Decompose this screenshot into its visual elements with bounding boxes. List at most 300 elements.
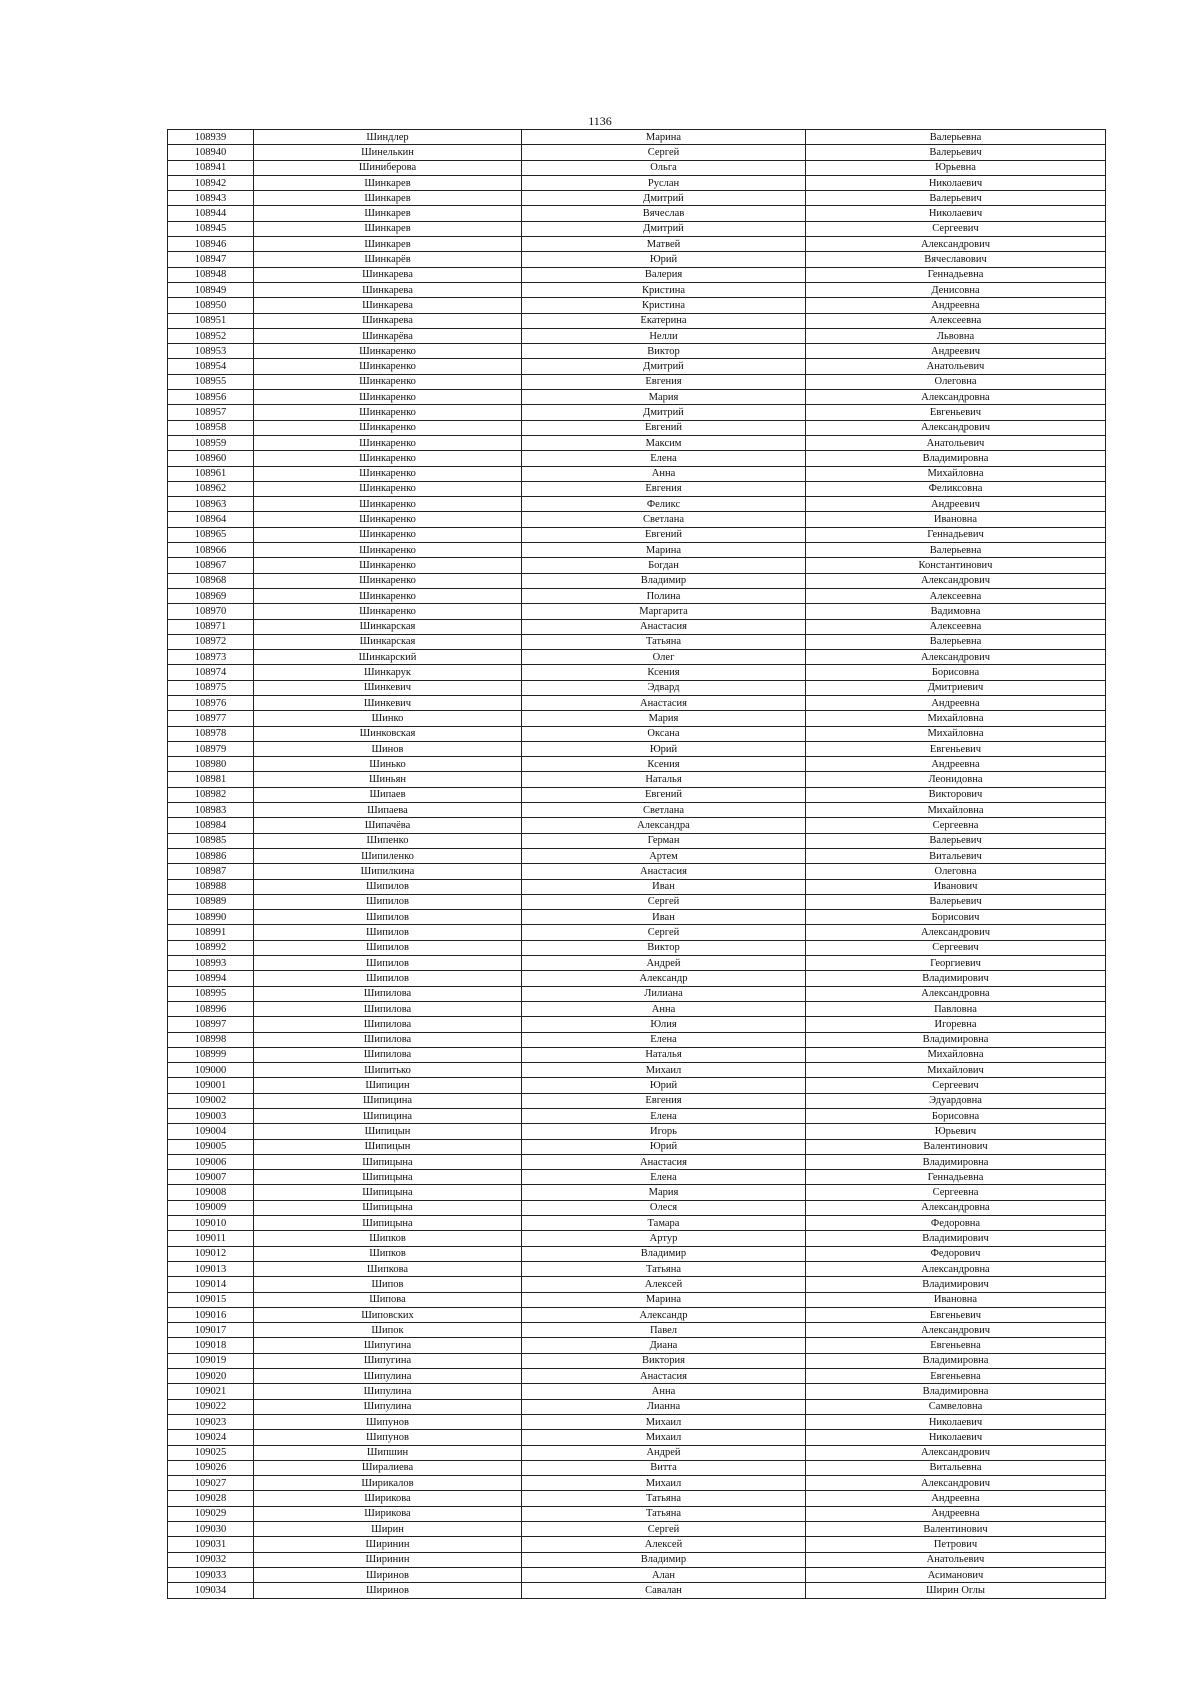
table-row — [168, 665, 1106, 680]
table-row — [168, 420, 1106, 435]
first-name-cell: Игорь — [522, 1124, 806, 1139]
table-row — [168, 374, 1106, 389]
record-number-cell: 108997 — [168, 1017, 254, 1032]
patronymic-cell: Иванович — [806, 879, 1106, 894]
surname-cell: Шинов — [254, 741, 522, 756]
record-number-cell: 109020 — [168, 1369, 254, 1384]
first-name-cell: Тамара — [522, 1216, 806, 1231]
patronymic-cell: Асиманович — [806, 1567, 1106, 1582]
table-row — [168, 1353, 1106, 1368]
surname-cell: Шипова — [254, 1292, 522, 1307]
first-name-cell: Эдвард — [522, 680, 806, 695]
patronymic-cell: Ивановна — [806, 1292, 1106, 1307]
first-name-cell: Алан — [522, 1567, 806, 1582]
patronymic-cell: Сергеевич — [806, 221, 1106, 236]
patronymic-cell: Сергеевич — [806, 1078, 1106, 1093]
patronymic-cell: Владимировна — [806, 451, 1106, 466]
surname-cell: Ширинин — [254, 1537, 522, 1552]
table-row — [168, 1583, 1106, 1598]
patronymic-cell: Николаевич — [806, 175, 1106, 190]
record-number-cell: 109012 — [168, 1246, 254, 1261]
patronymic-cell: Борисович — [806, 910, 1106, 925]
first-name-cell: Ольга — [522, 160, 806, 175]
patronymic-cell: Федорович — [806, 1246, 1106, 1261]
first-name-cell: Мария — [522, 711, 806, 726]
table-row — [168, 1124, 1106, 1139]
surname-cell: Ширин — [254, 1522, 522, 1537]
surname-cell: Шиньян — [254, 772, 522, 787]
record-number-cell: 109018 — [168, 1338, 254, 1353]
record-number-cell: 109008 — [168, 1185, 254, 1200]
surname-cell: Шипицин — [254, 1078, 522, 1093]
record-number-cell: 108950 — [168, 298, 254, 313]
record-number-cell: 109005 — [168, 1139, 254, 1154]
table-row — [168, 206, 1106, 221]
table-row — [168, 818, 1106, 833]
patronymic-cell: Андреевна — [806, 1491, 1106, 1506]
table-row — [168, 695, 1106, 710]
patronymic-cell: Валерьевич — [806, 145, 1106, 160]
table-row — [168, 971, 1106, 986]
patronymic-cell: Михайловна — [806, 803, 1106, 818]
record-number-cell: 109021 — [168, 1384, 254, 1399]
record-number-cell: 108962 — [168, 481, 254, 496]
record-number-cell: 108993 — [168, 956, 254, 971]
record-number-cell: 109007 — [168, 1170, 254, 1185]
first-name-cell: Виктор — [522, 344, 806, 359]
record-number-cell: 109004 — [168, 1124, 254, 1139]
first-name-cell: Виктория — [522, 1353, 806, 1368]
first-name-cell: Олег — [522, 650, 806, 665]
patronymic-cell: Александрович — [806, 420, 1106, 435]
surname-cell: Шипачёва — [254, 818, 522, 833]
surname-cell: Шипулина — [254, 1384, 522, 1399]
first-name-cell: Александра — [522, 818, 806, 833]
first-name-cell: Михаил — [522, 1063, 806, 1078]
first-name-cell: Елена — [522, 451, 806, 466]
table-row — [168, 1185, 1106, 1200]
first-name-cell: Лилиана — [522, 986, 806, 1001]
surname-cell: Шинелькин — [254, 145, 522, 160]
first-name-cell: Диана — [522, 1338, 806, 1353]
record-number-cell: 108999 — [168, 1047, 254, 1062]
table-row — [168, 848, 1106, 863]
table-row — [168, 1139, 1106, 1154]
table-row — [168, 298, 1106, 313]
record-number-cell: 109017 — [168, 1323, 254, 1338]
first-name-cell: Анна — [522, 466, 806, 481]
table-row — [168, 833, 1106, 848]
record-number-cell: 108982 — [168, 787, 254, 802]
record-number-cell: 109003 — [168, 1109, 254, 1124]
patronymic-cell: Владимирович — [806, 1231, 1106, 1246]
surname-cell: Шипилов — [254, 956, 522, 971]
record-number-cell: 108965 — [168, 527, 254, 542]
first-name-cell: Анастасия — [522, 1369, 806, 1384]
patronymic-cell: Михайловна — [806, 726, 1106, 741]
first-name-cell: Евгения — [522, 481, 806, 496]
table-row — [168, 1399, 1106, 1414]
patronymic-cell: Николаевич — [806, 206, 1106, 221]
patronymic-cell: Геннадьевич — [806, 527, 1106, 542]
record-number-cell: 108986 — [168, 848, 254, 863]
table-row — [168, 1047, 1106, 1062]
record-number-cell: 108947 — [168, 252, 254, 267]
patronymic-cell: Сергеевич — [806, 940, 1106, 955]
table-row — [168, 1216, 1106, 1231]
first-name-cell: Наталья — [522, 1047, 806, 1062]
table-row — [168, 497, 1106, 512]
table-row — [168, 634, 1106, 649]
patronymic-cell: Михайловна — [806, 711, 1106, 726]
surname-cell: Шиниберова — [254, 160, 522, 175]
table-row — [168, 1506, 1106, 1521]
surname-cell: Шипицына — [254, 1185, 522, 1200]
first-name-cell: Феликс — [522, 497, 806, 512]
surname-cell: Шипугина — [254, 1338, 522, 1353]
record-number-cell: 108998 — [168, 1032, 254, 1047]
surname-cell: Шинкаренко — [254, 588, 522, 603]
first-name-cell: Полина — [522, 588, 806, 603]
record-number-cell: 108948 — [168, 267, 254, 282]
table-row — [168, 1323, 1106, 1338]
record-number-cell: 108968 — [168, 573, 254, 588]
first-name-cell: Михаил — [522, 1476, 806, 1491]
patronymic-cell: Борисовна — [806, 1109, 1106, 1124]
record-number-cell: 108949 — [168, 282, 254, 297]
surname-cell: Шинкарев — [254, 191, 522, 206]
first-name-cell: Сергей — [522, 145, 806, 160]
record-number-cell: 109000 — [168, 1063, 254, 1078]
patronymic-cell: Александрович — [806, 1445, 1106, 1460]
record-number-cell: 108939 — [168, 130, 254, 145]
first-name-cell: Евгения — [522, 374, 806, 389]
surname-cell: Шипицына — [254, 1200, 522, 1215]
patronymic-cell: Владимирович — [806, 1277, 1106, 1292]
patronymic-cell: Андреевич — [806, 497, 1106, 512]
table-row — [168, 466, 1106, 481]
record-number-cell: 108954 — [168, 359, 254, 374]
patronymic-cell: Евгеньевич — [806, 405, 1106, 420]
patronymic-cell: Викторович — [806, 787, 1106, 802]
patronymic-cell: Борисовна — [806, 665, 1106, 680]
first-name-cell: Анастасия — [522, 695, 806, 710]
surname-cell: Шипаева — [254, 803, 522, 818]
patronymic-cell: Андреевич — [806, 344, 1106, 359]
table-row — [168, 543, 1106, 558]
table-row — [168, 1093, 1106, 1108]
table-row — [168, 986, 1106, 1001]
table-row — [168, 757, 1106, 772]
table-row — [168, 1063, 1106, 1078]
table-row — [168, 1537, 1106, 1552]
record-number-cell: 109011 — [168, 1231, 254, 1246]
record-number-cell: 108994 — [168, 971, 254, 986]
patronymic-cell: Витальевна — [806, 1460, 1106, 1475]
table-row — [168, 130, 1106, 145]
record-number-cell: 108985 — [168, 833, 254, 848]
patronymic-cell: Вячеславович — [806, 252, 1106, 267]
first-name-cell: Иван — [522, 879, 806, 894]
patronymic-cell: Дмитриевич — [806, 680, 1106, 695]
table-row — [168, 1261, 1106, 1276]
patronymic-cell: Александрович — [806, 237, 1106, 252]
patronymic-cell: Александрович — [806, 573, 1106, 588]
first-name-cell: Юрий — [522, 1139, 806, 1154]
record-number-cell: 108988 — [168, 879, 254, 894]
record-number-cell: 108960 — [168, 451, 254, 466]
surname-cell: Шипилов — [254, 940, 522, 955]
patronymic-cell: Анатольевич — [806, 435, 1106, 450]
surname-cell: Шинкаренко — [254, 543, 522, 558]
surname-cell: Шинкаренко — [254, 359, 522, 374]
first-name-cell: Оксана — [522, 726, 806, 741]
patronymic-cell: Евгеньевна — [806, 1338, 1106, 1353]
surname-cell: Шинкарская — [254, 619, 522, 634]
surname-cell: Ширикова — [254, 1491, 522, 1506]
table-row — [168, 175, 1106, 190]
patronymic-cell: Игоревна — [806, 1017, 1106, 1032]
surname-cell: Шипулина — [254, 1369, 522, 1384]
table-row — [168, 1414, 1106, 1429]
patronymic-cell: Львовна — [806, 328, 1106, 343]
first-name-cell: Евгений — [522, 787, 806, 802]
patronymic-cell: Эдуардовна — [806, 1093, 1106, 1108]
record-number-cell: 109019 — [168, 1353, 254, 1368]
patronymic-cell: Евгеньевич — [806, 741, 1106, 756]
surname-cell: Шинкаренко — [254, 527, 522, 542]
patronymic-cell: Алексеевна — [806, 313, 1106, 328]
first-name-cell: Анастасия — [522, 619, 806, 634]
first-name-cell: Юрий — [522, 252, 806, 267]
surname-cell: Шипицын — [254, 1139, 522, 1154]
patronymic-cell: Георгиевич — [806, 956, 1106, 971]
first-name-cell: Нелли — [522, 328, 806, 343]
surname-cell: Шинкевич — [254, 680, 522, 695]
table-row — [168, 604, 1106, 619]
surname-cell: Шипилова — [254, 1032, 522, 1047]
first-name-cell: Дмитрий — [522, 405, 806, 420]
surname-cell: Шипенко — [254, 833, 522, 848]
table-row — [168, 512, 1106, 527]
record-number-cell: 108946 — [168, 237, 254, 252]
patronymic-cell: Олеговна — [806, 864, 1106, 879]
table-row — [168, 1369, 1106, 1384]
first-name-cell: Кристина — [522, 298, 806, 313]
patronymic-cell: Владимировна — [806, 1032, 1106, 1047]
table-row — [168, 910, 1106, 925]
patronymic-cell: Александровна — [806, 390, 1106, 405]
first-name-cell: Анастасия — [522, 864, 806, 879]
surname-cell: Шинкаренко — [254, 451, 522, 466]
surname-cell: Шинкаренко — [254, 390, 522, 405]
table-row — [168, 925, 1106, 940]
surname-cell: Ширинов — [254, 1567, 522, 1582]
first-name-cell: Екатерина — [522, 313, 806, 328]
first-name-cell: Богдан — [522, 558, 806, 573]
table-row — [168, 1445, 1106, 1460]
first-name-cell: Савалан — [522, 1583, 806, 1598]
record-number-cell: 108974 — [168, 665, 254, 680]
patronymic-cell: Александровна — [806, 1261, 1106, 1276]
record-number-cell: 108957 — [168, 405, 254, 420]
table-row — [168, 1246, 1106, 1261]
record-number-cell: 109010 — [168, 1216, 254, 1231]
surname-cell: Шипилова — [254, 1047, 522, 1062]
surname-cell: Шинкаренко — [254, 466, 522, 481]
surname-cell: Шипицына — [254, 1154, 522, 1169]
first-name-cell: Юрий — [522, 1078, 806, 1093]
first-name-cell: Елена — [522, 1109, 806, 1124]
record-number-cell: 109032 — [168, 1552, 254, 1567]
record-number-cell: 108972 — [168, 634, 254, 649]
record-number-cell: 108983 — [168, 803, 254, 818]
patronymic-cell: Валерьевна — [806, 543, 1106, 558]
surname-cell: Шинкаренко — [254, 497, 522, 512]
patronymic-cell: Александровна — [806, 986, 1106, 1001]
patronymic-cell: Самвеловна — [806, 1399, 1106, 1414]
patronymic-cell: Валерьевич — [806, 833, 1106, 848]
table-row — [168, 1170, 1106, 1185]
table-row — [168, 772, 1106, 787]
first-name-cell: Михаил — [522, 1430, 806, 1445]
register-rows — [168, 130, 1106, 1599]
patronymic-cell: Владимировна — [806, 1353, 1106, 1368]
patronymic-cell: Алексеевна — [806, 588, 1106, 603]
patronymic-cell: Евгеньевич — [806, 1307, 1106, 1322]
patronymic-cell: Вадимовна — [806, 604, 1106, 619]
surname-cell: Шиндлер — [254, 130, 522, 145]
surname-cell: Шинько — [254, 757, 522, 772]
surname-cell: Шинкарев — [254, 175, 522, 190]
record-number-cell: 109034 — [168, 1583, 254, 1598]
first-name-cell: Максим — [522, 435, 806, 450]
patronymic-cell: Евгеньевна — [806, 1369, 1106, 1384]
patronymic-cell: Геннадьевна — [806, 1170, 1106, 1185]
surname-cell: Шипов — [254, 1277, 522, 1292]
record-number-cell: 108969 — [168, 588, 254, 603]
surname-cell: Шинкаренко — [254, 558, 522, 573]
surname-cell: Шипунов — [254, 1414, 522, 1429]
first-name-cell: Сергей — [522, 894, 806, 909]
surname-cell: Шиповских — [254, 1307, 522, 1322]
surname-cell: Шипаев — [254, 787, 522, 802]
record-number-cell: 108984 — [168, 818, 254, 833]
table-row — [168, 619, 1106, 634]
first-name-cell: Алексей — [522, 1277, 806, 1292]
surname-cell: Шипунов — [254, 1430, 522, 1445]
table-row — [168, 787, 1106, 802]
first-name-cell: Евгений — [522, 527, 806, 542]
person-register-table — [167, 129, 1106, 1599]
surname-cell: Шинкарева — [254, 298, 522, 313]
surname-cell: Шипугина — [254, 1353, 522, 1368]
record-number-cell: 108945 — [168, 221, 254, 236]
table-row — [168, 1017, 1106, 1032]
record-number-cell: 108977 — [168, 711, 254, 726]
surname-cell: Шипилов — [254, 910, 522, 925]
surname-cell: Шинковская — [254, 726, 522, 741]
record-number-cell: 109002 — [168, 1093, 254, 1108]
surname-cell: Ширинин — [254, 1552, 522, 1567]
table-row — [168, 405, 1106, 420]
table-row — [168, 1338, 1106, 1353]
patronymic-cell: Юрьевич — [806, 1124, 1106, 1139]
first-name-cell: Елена — [522, 1170, 806, 1185]
first-name-cell: Ксения — [522, 757, 806, 772]
first-name-cell: Татьяна — [522, 1261, 806, 1276]
surname-cell: Шипилова — [254, 1001, 522, 1016]
table-row — [168, 328, 1106, 343]
patronymic-cell: Петрович — [806, 1537, 1106, 1552]
record-number-cell: 108970 — [168, 604, 254, 619]
surname-cell: Шипицын — [254, 1124, 522, 1139]
table-row — [168, 879, 1106, 894]
first-name-cell: Марина — [522, 1292, 806, 1307]
patronymic-cell: Михайловна — [806, 466, 1106, 481]
surname-cell: Ширалиева — [254, 1460, 522, 1475]
surname-cell: Шипилова — [254, 986, 522, 1001]
surname-cell: Шинкарева — [254, 313, 522, 328]
surname-cell: Шипилов — [254, 925, 522, 940]
table-row — [168, 803, 1106, 818]
first-name-cell: Павел — [522, 1323, 806, 1338]
first-name-cell: Вячеслав — [522, 206, 806, 221]
table-row — [168, 1460, 1106, 1475]
first-name-cell: Иван — [522, 910, 806, 925]
first-name-cell: Наталья — [522, 772, 806, 787]
table-row — [168, 1200, 1106, 1215]
first-name-cell: Виктор — [522, 940, 806, 955]
patronymic-cell: Олеговна — [806, 374, 1106, 389]
first-name-cell: Евгений — [522, 420, 806, 435]
table-row — [168, 1231, 1106, 1246]
table-row — [168, 282, 1106, 297]
record-number-cell: 108963 — [168, 497, 254, 512]
patronymic-cell: Андреевна — [806, 1506, 1106, 1521]
patronymic-cell: Витальевич — [806, 848, 1106, 863]
table-row — [168, 313, 1106, 328]
record-number-cell: 108975 — [168, 680, 254, 695]
patronymic-cell: Владимирович — [806, 971, 1106, 986]
first-name-cell: Лианна — [522, 1399, 806, 1414]
surname-cell: Шинкарёв — [254, 252, 522, 267]
surname-cell: Шинкевич — [254, 695, 522, 710]
patronymic-cell: Михайловна — [806, 1047, 1106, 1062]
first-name-cell: Александр — [522, 971, 806, 986]
first-name-cell: Марина — [522, 543, 806, 558]
record-number-cell: 109013 — [168, 1261, 254, 1276]
record-number-cell: 109028 — [168, 1491, 254, 1506]
record-number-cell: 109033 — [168, 1567, 254, 1582]
record-number-cell: 108952 — [168, 328, 254, 343]
first-name-cell: Кристина — [522, 282, 806, 297]
surname-cell: Шипулина — [254, 1399, 522, 1414]
table-row — [168, 191, 1106, 206]
record-number-cell: 108941 — [168, 160, 254, 175]
surname-cell: Шинко — [254, 711, 522, 726]
patronymic-cell: Валерьевич — [806, 894, 1106, 909]
patronymic-cell: Андреевна — [806, 695, 1106, 710]
first-name-cell: Юрий — [522, 741, 806, 756]
first-name-cell: Татьяна — [522, 1491, 806, 1506]
record-number-cell: 108955 — [168, 374, 254, 389]
table-row — [168, 558, 1106, 573]
first-name-cell: Артем — [522, 848, 806, 863]
surname-cell: Шинкаренко — [254, 374, 522, 389]
first-name-cell: Витта — [522, 1460, 806, 1475]
patronymic-cell: Валерьевна — [806, 130, 1106, 145]
